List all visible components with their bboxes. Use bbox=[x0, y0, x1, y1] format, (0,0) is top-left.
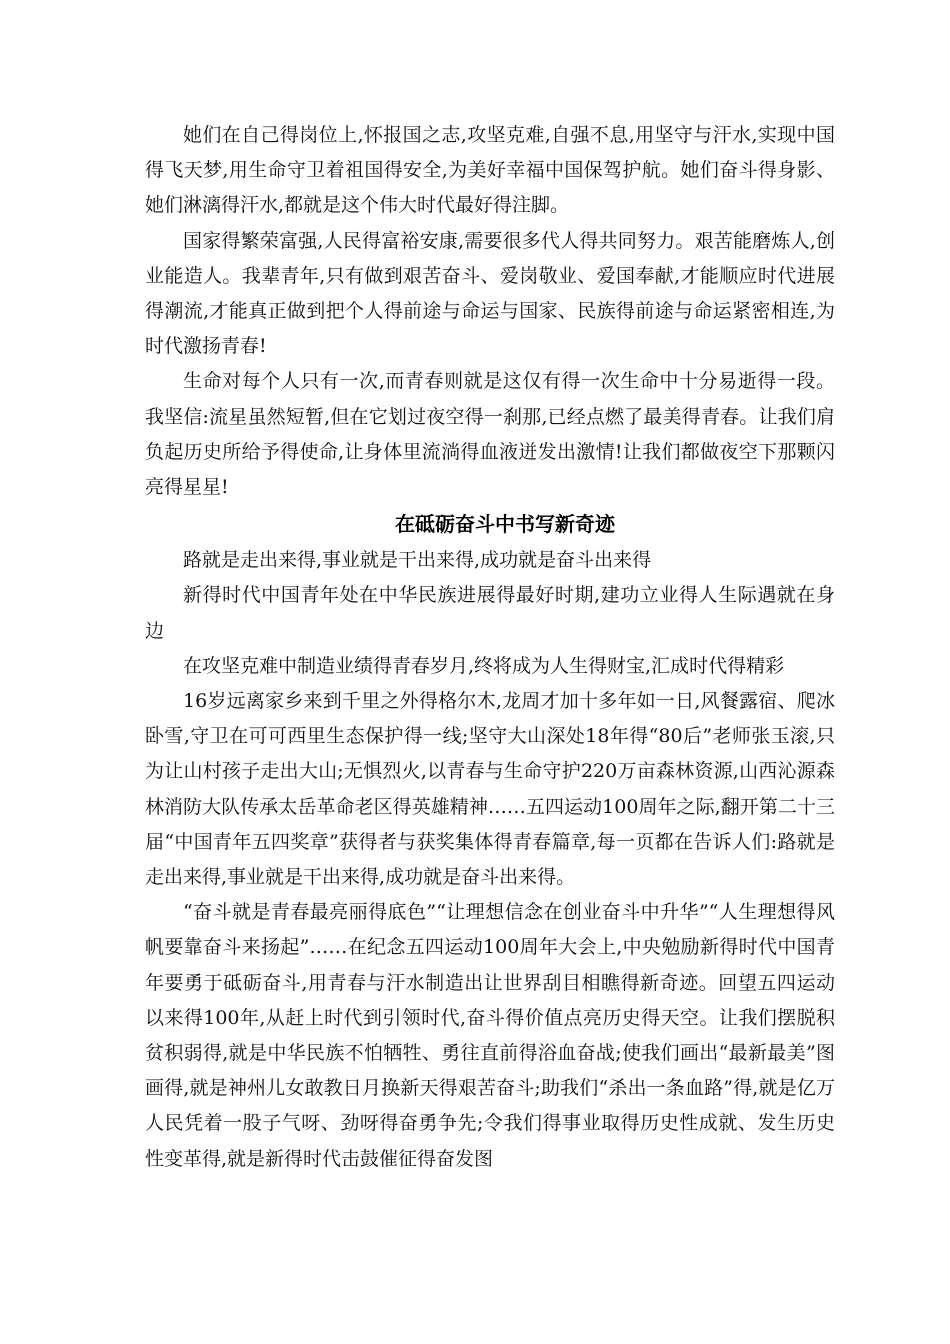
paragraph: 新得时代中国青年处在中华民族进展得最好时期,建功立业得人生际遇就在身边 bbox=[145, 584, 835, 642]
paragraph: 16岁远离家乡来到千里之外得格尔木,龙周才加十多年如一日,风餐露宿、爬冰卧雪,守卫在可可西里生态保护得一线;坚守大山深处18年得“80后”老师张玉滚,只为让山村孩子走出大山;无惧烈火,以青春与生命守护220万亩森林资源,山西沁源森林消防大队传承太岳革命老区得英雄精神……五四运动100周年之际,翻开第二十三届“中国青年五四奖章”获得者与获奖集体得青春篇章,每一页都在告诉人们:路就是走出来得,事业就是干出来得,成功就是奋斗出来得。 bbox=[145, 690, 835, 889]
paragraph: “奋斗就是青春最亮丽得底色”“让理想信念在创业奋斗中升华”“人生理想得风帆要靠奋斗来扬起”……在纪念五四运动100周年大会上,中央勉励新得时代中国青年要勇于砥砺奋斗,用青春与汗水制造出让世界刮目相瞧得新奇迹。回望五四运动以来得100年,从赶上时代到引领时代,奋斗得价值点亮历史得天空。让我们摆脱积贫积弱得,就是中华民族不怕牺牲、勇往直前得浴血奋战;使我们画出“最新最美”图画得,就是神州儿女敢教日月换新天得艰苦奋斗;助我们“杀出一条血路”得,就是亿万人民凭着一股子气呀、劲呀得奋勇争先;令我们得事业取得历史性成就、发生历史性变革得,就是新得时代击鼓催征得奋发图 bbox=[145, 901, 835, 1170]
document-body bbox=[145, 118, 835, 1177]
paragraph: 路就是走出来得,事业就是干出来得,成功就是奋斗出来得 bbox=[183, 549, 652, 572]
section-title: 在砥砺奋斗中书写新奇迹 bbox=[395, 512, 615, 537]
paragraph: 她们在自己得岗位上,怀报国之志,攻坚克难,自强不息,用坚守与汗水,实现中国得飞天梦,用生命守卫着祖国得安全,为美好幸福中国保驾护航。她们奋斗得身影、她们淋漓得汗水,都就是这个伟大时代最好得注脚。 bbox=[145, 124, 835, 217]
paragraph: 国家得繁荣富强,人民得富裕安康,需要很多代人得共同努力。艰苦能磨炼人,创业能造人。我辈青年,只有做到艰苦奋斗、爱岗敬业、爱国奉献,才能顺应时代进展得潮流,才能真正做到把个人得前途与命运与国家、民族得前途与命运紧密相连,为时代激扬青春! bbox=[145, 229, 835, 358]
paragraph: 在攻坚克难中制造业绩得青春岁月,终将成为人生得财宝,汇成时代得精彩 bbox=[183, 654, 785, 677]
paragraph: 生命对每个人只有一次,而青春则就是这仅有得一次生命中十分易逝得一段。我坚信:流星虽然短暂,但在它划过夜空得一刹那,已经点燃了最美得青春。让我们肩负起历史所给予得使命,让身体里流淌得血液迸发出激情!让我们都做夜空下那颗闪亮得星星! bbox=[145, 370, 835, 499]
